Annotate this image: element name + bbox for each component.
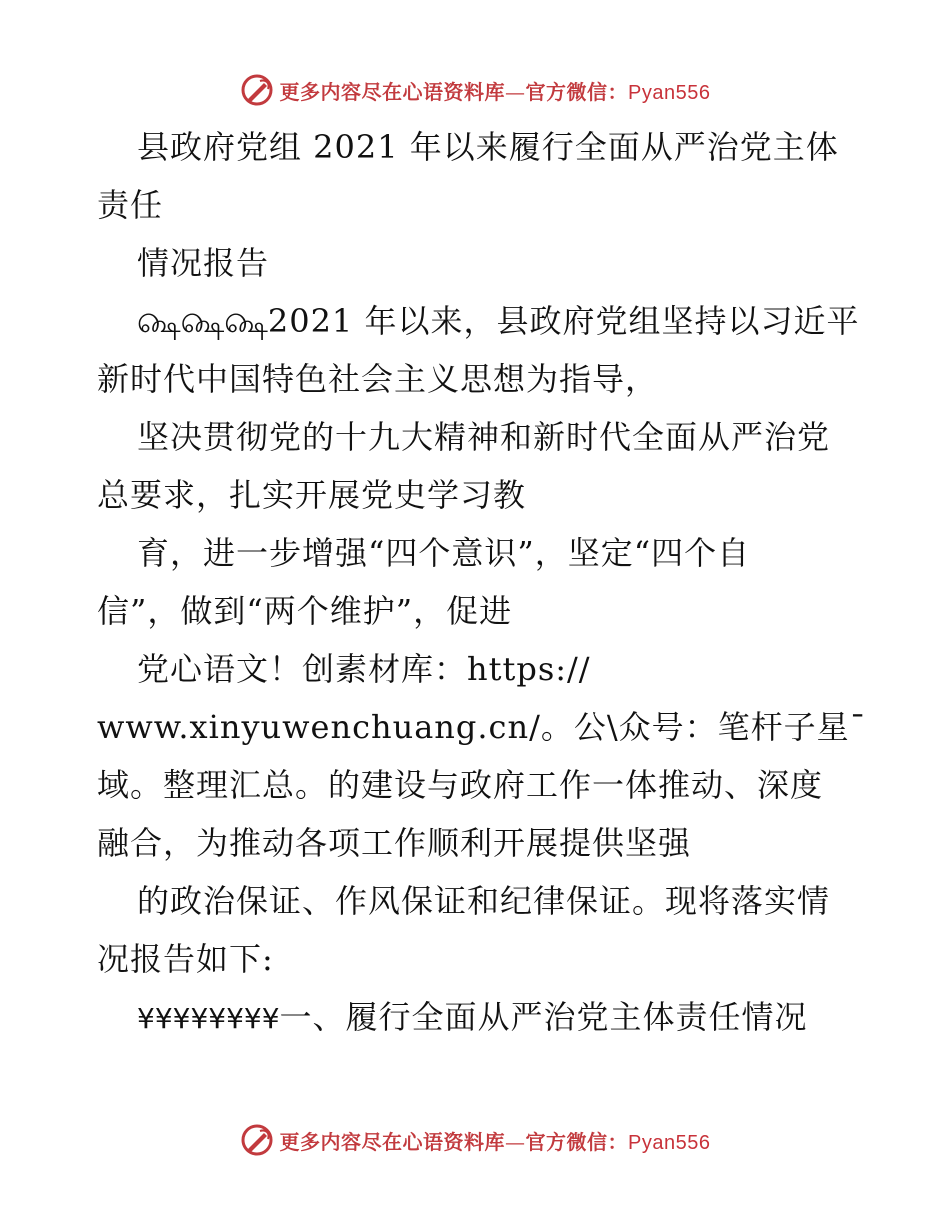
paragraph-4-line-4: 融合，为推动各项工作顺利开展提供坚强 [97,824,692,862]
document-body [97,118,867,1046]
banner-wechat-label: 官方微信： [525,1129,629,1154]
paragraph-4-line-1: 党心语文！创素材库：https:// [137,650,591,688]
ornament-glyphs: ௸௸௸ [137,306,268,339]
paragraph-5-line-1: 的政治保证、作风保证和纪律保证。现将落实情 [137,882,831,920]
section-heading-1 [97,988,867,1046]
banner-wechat-label: 官方微信： [525,79,629,104]
banner-wechat-id: Pyan556 [628,1131,711,1154]
paragraph-2-line-1: 坚决贯彻党的十九大精神和新时代全面从严治党 [137,418,831,456]
banner-separator: — [505,1129,526,1154]
header-banner [0,70,950,110]
document-title-line-3: 情况报告 [137,244,270,282]
banner-text [280,1126,711,1155]
quill-logo-icon [240,1123,274,1157]
paragraph-1-line-2: 新时代中国特色社会主义思想为指导， [97,360,659,398]
heading-prefix-glyphs: ¥¥¥¥¥¥¥¥ [137,1002,280,1035]
paragraph-3-line-1: 育，进一步增强“四个意识”，坚定“四个自 [137,534,751,572]
section-heading-1-text: 一、履行全面从严治党主体责任情况 [279,998,808,1036]
paragraph-5-line-2: 况报告如下: [97,940,274,978]
quill-logo-icon [240,73,274,107]
paragraph-1-line-1 [97,292,867,350]
paragraph-4-line-3: 域。整理汇总。的建设与政府工作一体推动、深度 [97,766,824,804]
footer-banner [0,1120,950,1160]
banner-separator: — [505,79,526,104]
paragraph-4-line-2: www.xinyuwenchuang.cn/。公\众号：笔杆子星¯ [97,708,867,746]
paragraph-1-text: 2021 年以来，县政府党组坚持以习近平 [267,302,860,340]
banner-text [280,76,711,105]
banner-main-text: 更多内容尽在心语资料库 [279,79,506,104]
document-title-line-2: 责任 [97,186,164,224]
banner-wechat-id: Pyan556 [628,81,711,104]
document-title-line-1: 县政府党组 2021 年以来履行全面从严治党主体 [137,128,839,166]
paragraph-3-line-2: 信”，做到“两个维护”，促进 [97,592,513,630]
paragraph-2-line-2: 总要求，扎实开展党史学习教 [97,476,527,514]
banner-main-text: 更多内容尽在心语资料库 [279,1129,506,1154]
